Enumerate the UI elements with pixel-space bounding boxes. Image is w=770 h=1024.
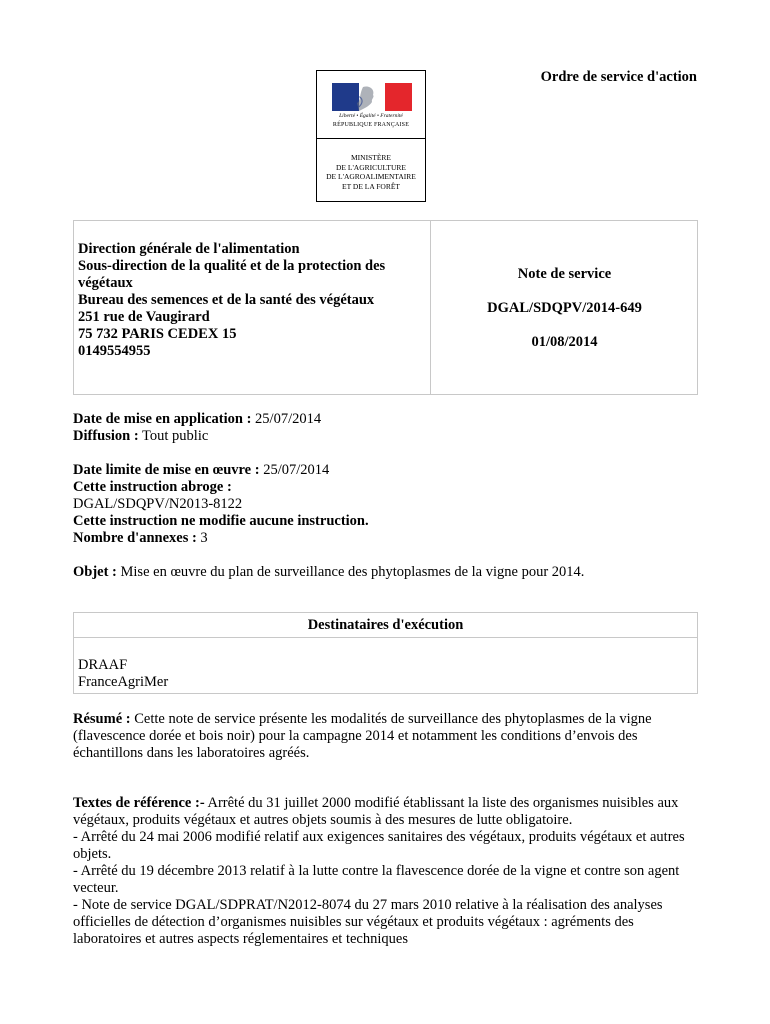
ministry-name (317, 153, 425, 191)
ministry-line: DE L'AGRICULTURE (335, 162, 407, 172)
deadline-date: Date limite de mise en œuvre : 25/07/2014 (73, 462, 330, 478)
annexes-count: Nombre d'annexes : 3 (73, 530, 208, 546)
address-line: 0149554955 (78, 343, 151, 359)
modifie-text: Cette instruction ne modifie aucune instruction. (73, 513, 369, 529)
note-reference: DGAL/SDQPV/2014-649 (487, 300, 642, 316)
address-line: Bureau des semences et de la santé des végétaux (78, 292, 375, 308)
address-table (73, 220, 698, 395)
republic-name: RÉPUBLIQUE FRANÇAISE (332, 122, 410, 128)
address-line: 75 732 PARIS CEDEX 15 (78, 326, 237, 342)
address-line: Direction générale de l'alimentation (78, 241, 300, 257)
destinataires-table (73, 612, 698, 694)
destinataire-item: FranceAgriMer (78, 674, 169, 690)
reference-item: - Arrêté du 24 mai 2006 modifié relatif aux exigences sanitaires des végétaux, produits végétaux et autres objets. (73, 829, 685, 862)
ministry-line: MINISTÈRE (351, 153, 391, 162)
republic-motto: Liberté • Égalité • Fraternité (339, 113, 403, 119)
address-line: 251 rue de Vaugirard (78, 309, 210, 325)
destinataires-list (78, 657, 168, 691)
ministry-line: DE L'AGROALIMENTAIRE (326, 172, 416, 181)
marianne-flag-icon (332, 83, 412, 111)
document-type: Ordre de service d'action (540, 69, 697, 85)
note-info (431, 266, 698, 368)
destinataires-header: Destinataires d'exécution (74, 613, 697, 638)
abroge-value: DGAL/SDQPV/N2013-8122 (73, 496, 243, 512)
application-date: Date de mise en application : 25/07/2014 (73, 411, 322, 427)
address-line: Sous-direction de la qualité et de la protection des végétaux (78, 258, 386, 291)
note-title: Note de service (517, 266, 612, 282)
diffusion: Diffusion : Tout public (73, 428, 209, 444)
note-date: 01/08/2014 (531, 334, 598, 350)
ministry-logo (316, 70, 426, 202)
objet: Objet : Mise en œuvre du plan de surveillance des phytoplasmes de la vigne pour 2014. (73, 564, 585, 580)
ministry-line: ET DE LA FORÊT (342, 181, 400, 191)
reference-item: - Arrêté du 19 décembre 2013 relatif à la lutte contre la flavescence dorée de la vigne et contre son agent vecteur. (73, 863, 680, 896)
resume: Résumé : Cette note de service présente les modalités de surveillance des phytoplasmes de la vigne (flavescence dorée et bois noir) pour la campagne 2014 et notamment les conditions d’envois des échantillons dans les laboratoires agréés. (73, 711, 652, 761)
reference-item: Textes de référence :- Arrêté du 31 juillet 2000 modifié établissant la liste des organismes nuisibles aux végétaux, produits végétaux et autres objets soumis à des mesures de lutte obligatoire. (73, 795, 679, 828)
abroge-label: Cette instruction abroge : (73, 479, 232, 495)
references (73, 795, 703, 948)
reference-item: - Note de service DGAL/SDPRAT/N2012-8074 du 27 mars 2010 relative à la réalisation des analyses officielles de détection d’organismes nuisibles sur végétaux et produits végétaux : agréments des laboratoires et autres aspects réglementaires et techniques (73, 897, 663, 947)
destinataire-item: DRAAF (78, 657, 128, 673)
sender-address (78, 241, 423, 360)
logo-divider (317, 138, 425, 139)
